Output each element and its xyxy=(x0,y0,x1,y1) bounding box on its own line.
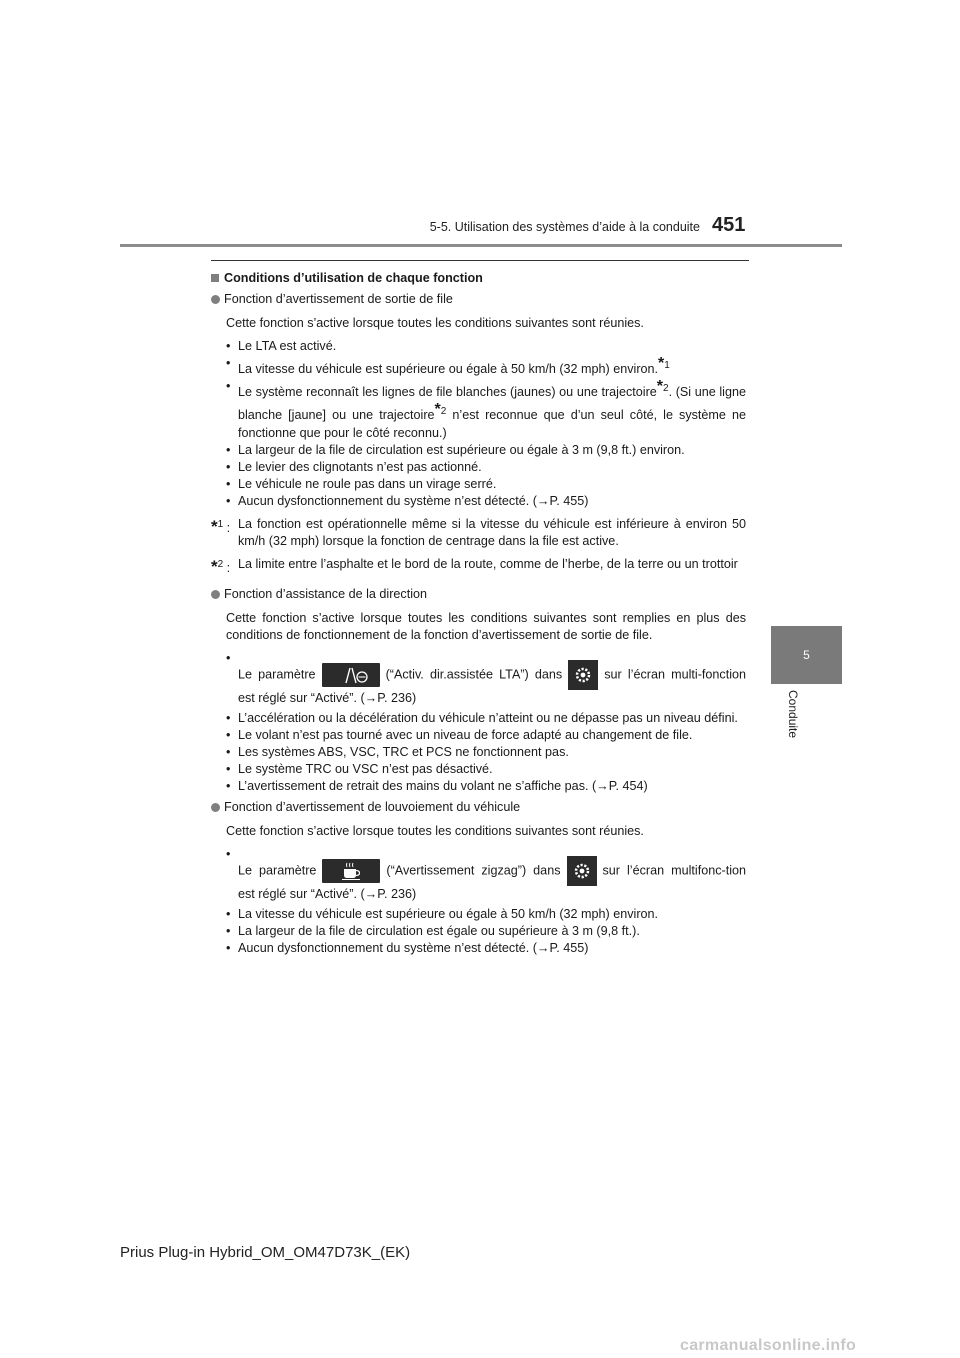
content-top-rule xyxy=(211,260,749,261)
list-item: • Le système TRC ou VSC n’est pas désactivé. xyxy=(226,761,746,778)
circle-bullet-icon xyxy=(211,590,220,599)
intro-lane-departure: Cette fonction s’active lorsque toutes les conditions suivantes sont réunies. xyxy=(226,316,644,330)
intro-sway-warning: Cette fonction s’active lorsque toutes les conditions suivantes sont réunies. xyxy=(226,823,644,838)
footnote-1: *$^1$ : La fonction est opérationnelle même si la vitesse du véhicule est inférieure à environ 50 km/h (32 mph) lorsque la fonction de centrage dans la file est active. xyxy=(211,516,746,548)
intro-steering-assist: Cette fonction s’active lorsque toutes les conditions suivantes sont remplies en plus des conditions de fonctionnement de la fonction d’avertissement de sortie de file. xyxy=(226,610,746,642)
list-item: • La largeur de la file de circulation est supérieure ou égale à 3 m (9,8 ft.) environ. xyxy=(226,442,746,459)
watermark-logo: carmanualsonline.info xyxy=(680,1337,857,1354)
footnote-ref-1: *1 xyxy=(658,355,670,372)
list-item: • La vitesse du véhicule est supérieure ou égale à 50 km/h (32 mph) environ.$^{*1}$ xyxy=(226,355,746,378)
conditions-list-lane-departure xyxy=(226,338,746,510)
settings-gear-icon xyxy=(568,660,598,690)
list-item: • La largeur de la file de circulation est égale ou supérieure à 3 m (9,8 ft.). xyxy=(226,923,746,940)
lta-steering-assist-icon xyxy=(322,663,380,687)
list-item: • La vitesse du véhicule est supérieure ou égale à 50 km/h (32 mph) environ. xyxy=(226,906,746,923)
list-item: • Les systèmes ABS, VSC, TRC et PCS ne fonctionnent pas. xyxy=(226,744,746,761)
chapter-tab-label: Conduite xyxy=(786,690,800,739)
list-item: • Le levier des clignotants n’est pas actionné. xyxy=(226,459,746,476)
list-item: • Le paramètre (“Avertissement zigzag”) dans sur l’écran multifonc-tion est réglé sur “Activé”. (→P. 236) xyxy=(226,846,746,906)
page-number: 451 xyxy=(712,214,746,236)
header-rule xyxy=(120,244,842,247)
page-content xyxy=(211,270,746,957)
footnote-2: *$^2$ : La limite entre l’asphalte et le bord de la route, comme de l’herbe, de la terre ou un trottoir xyxy=(211,556,738,576)
list-item: • Le système reconnaît les lignes de file blanches (jaunes) ou une trajectoire$^{*2}$. (Si une ligne blanche [jaune] ou une trajectoire$^{*2}$ n’est reconnue que d’un seul côté, le système ne fonctionne que pour le côté reconnu.) xyxy=(226,378,746,441)
circle-bullet-icon xyxy=(211,803,220,812)
coffee-cup-icon xyxy=(322,859,380,883)
list-item: • Le volant n’est pas tourné avec un niveau de force adapté au changement de file. xyxy=(226,727,746,744)
list-item: • Aucun dysfonctionnement du système n’est détecté. (→P. 455) xyxy=(226,493,746,510)
circle-bullet-icon xyxy=(211,295,220,304)
list-item: • Le véhicule ne roule pas dans un virage serré. xyxy=(226,476,746,493)
footnote-ref-2: *2 xyxy=(656,378,669,396)
subheading-lane-departure: Fonction d’avertissement de sortie de file xyxy=(211,291,746,308)
list-item: • L’accélération ou la décélération du véhicule n’atteint ou ne dépasse pas un niveau défini. xyxy=(226,710,746,727)
footnote-ref-2: *2 xyxy=(434,401,447,419)
chapter-tab-number: 5 xyxy=(771,626,842,684)
list-item: • L’avertissement de retrait des mains du volant ne s’affiche pas. (→P. 454) xyxy=(226,778,746,795)
settings-gear-icon xyxy=(567,856,597,886)
section-heading: Conditions d’utilisation de chaque fonction xyxy=(211,270,746,287)
footer-model: Prius Plug-in Hybrid_OM_OM47D73K_(EK) xyxy=(120,1244,411,1261)
running-header-section: 5-5. Utilisation des systèmes d’aide à la conduite xyxy=(429,220,700,234)
conditions-list-steering-assist xyxy=(226,650,746,795)
subheading-sway-warning: Fonction d’avertissement de louvoiement du véhicule xyxy=(211,799,746,816)
conditions-list-sway-warning xyxy=(226,846,746,957)
square-bullet-icon xyxy=(211,274,219,282)
subheading-steering-assist: Fonction d’assistance de la direction xyxy=(211,586,746,603)
list-item: • Le LTA est activé. xyxy=(226,338,746,355)
list-item: • Aucun dysfonctionnement du système n’est détecté. (→P. 455) xyxy=(226,940,746,957)
list-item: • Le paramètre (“Activ. dir.assistée LTA”) dans sur l’écran multi-fonction est réglé sur “Activé”. (→P. 236) xyxy=(226,650,746,710)
